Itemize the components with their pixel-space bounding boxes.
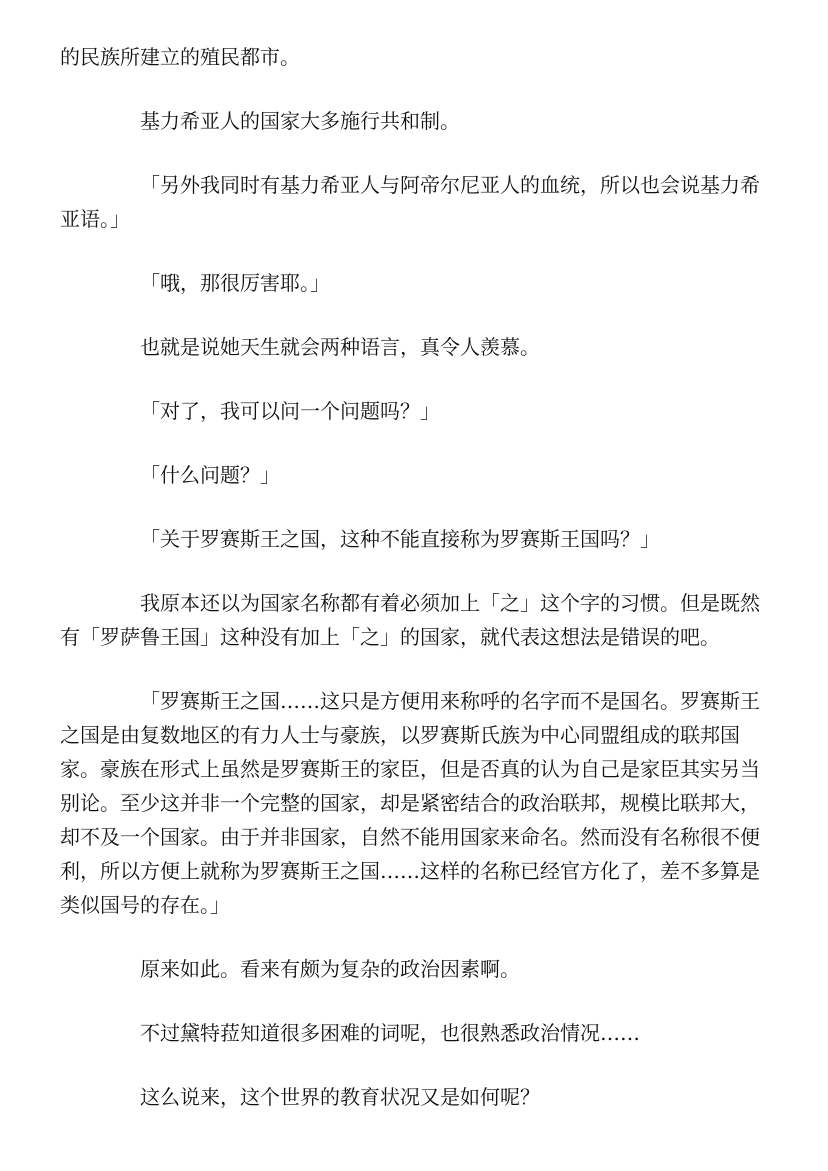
- paragraph: 「对了，我可以问一个问题吗？」: [140, 399, 440, 423]
- paragraph: 也就是说她天生就会两种语言，真令人羡慕。: [140, 335, 540, 359]
- paragraph-continuation: 的民族所建立的殖民都市。: [60, 45, 300, 69]
- paragraph: 这么说来，这个世界的教育状况又是如何呢？: [140, 1085, 540, 1109]
- paragraph: 不过黛特菈知道很多困难的词呢，也很熟悉政治情况……: [140, 1021, 640, 1045]
- paragraph: 「什么问题？」: [140, 463, 280, 487]
- paragraph: 原来如此。看来有颇为复杂的政治因素啊。: [140, 957, 520, 981]
- paragraph: 基力希亚人的国家大多施行共和制。: [140, 109, 460, 133]
- paragraph: 「罗赛斯王之国……这只是方便用来称呼的名字而不是国名。罗赛斯王之国是由复数地区的有力人士与豪族，以罗赛斯氏族为中心同盟组成的联邦国家。豪族在形式上虽然是罗赛斯王的家臣，但是否真的认为自己是家臣其实另当别论。至少这并非一个完整的国家，却是紧密结合的政治联邦，规模比联邦大，却不及一个国家。由于并非国家，自然不能用国家来命名。然而没有名称很不便利，所以方便上就称为罗赛斯王之国……这样的名称已经官方化了，差不多算是类似国号的存在。」: [60, 689, 760, 917]
- paragraph: 「哦，那很厉害耶。」: [140, 271, 330, 295]
- paragraph: 「另外我同时有基力希亚人与阿帝尔尼亚人的血统，所以也会说基力希亚语。」: [60, 173, 760, 231]
- paragraph: 「关于罗赛斯王之国，这种不能直接称为罗赛斯王国吗？」: [140, 527, 660, 551]
- paragraph: 我原本还以为国家名称都有着必须加上「之」这个字的习惯。但是既然有「罗萨鲁王国」这种没有加上「之」的国家，就代表这想法是错误的吧。: [60, 591, 760, 649]
